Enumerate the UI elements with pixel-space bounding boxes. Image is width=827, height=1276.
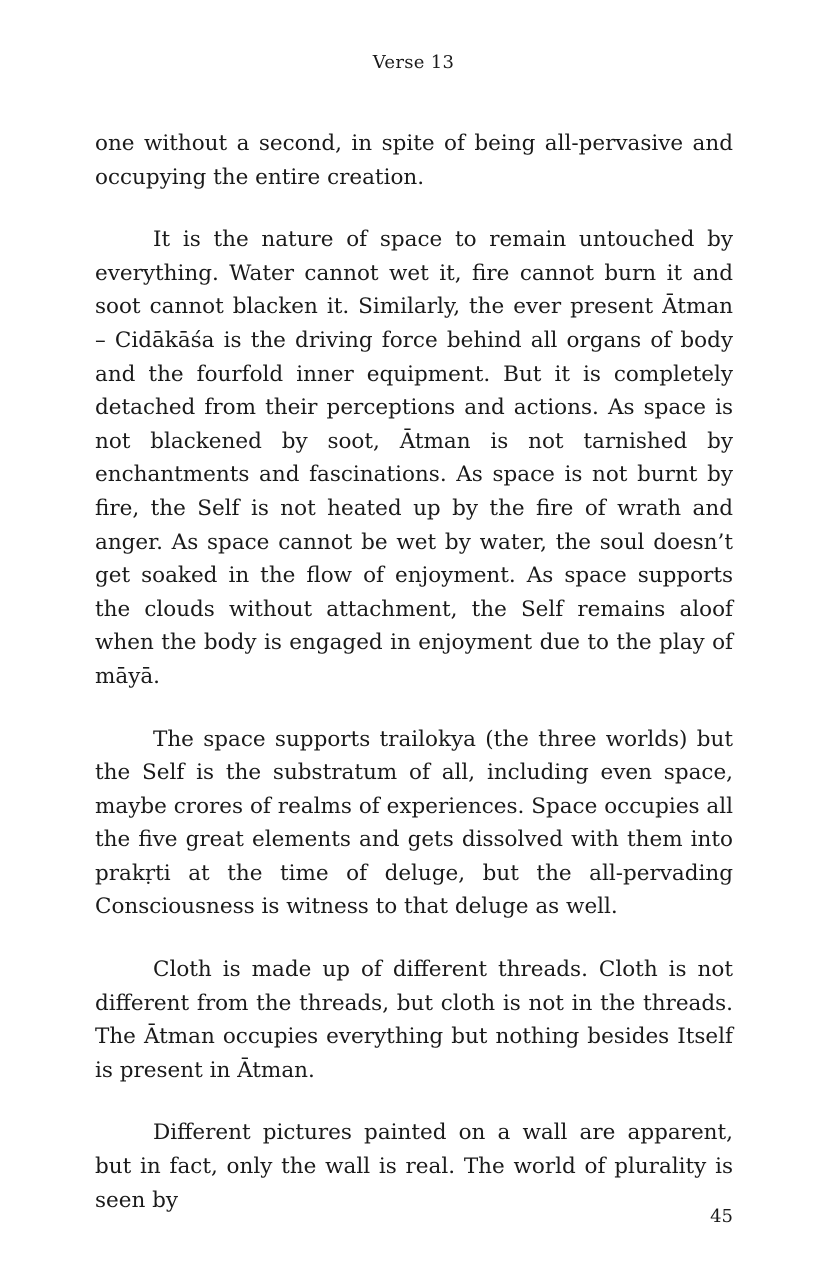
paragraph-continued: one without a second, in spite of being all-pervasive and occupying the entire creation.: [95, 131, 733, 190]
paragraph-wall-pictures: Different pictures painted on a wall are apparent, but in fact, only the wall is real. The world of plurality is seen by: [95, 1120, 733, 1213]
paragraph-cloth-threads: Cloth is made up of different threads. Cloth is not different from the threads, but cloth is not in the threads. The Ātman occupies everything but nothing besides Itself is present in Ātman.: [95, 957, 733, 1083]
page-number: 45: [710, 1206, 733, 1227]
paragraph-trailokya: The space supports trailokya (the three worlds) but the Self is the substratum of all, including even space, maybe crores of realms of experiences. Space occupies all the five great elements and gets dissolved with them into prakṛti at the time of deluge, but the all-pervading Consciousness is witness to that deluge as well.: [95, 726, 733, 920]
running-header: Verse 13: [372, 52, 455, 73]
paragraph-space-untouched: It is the nature of space to remain untouched by everything. Water cannot wet it, fire cannot burn it and soot cannot blacken it. Similarly, the ever present Ātman – Cidākāśa is the driving force behind all organs of body and the fourfold inner equipment. But it is completely detached from their perceptions and actions. As space is not blackened by soot, Ātman is not tarnished by enchantments and fascinations. As space is not burnt by fire, the Self is not heated up by the fire of wrath and anger. As space cannot be wet by water, the soul doesn’t get soaked in the flow of enjoyment. As space supports the clouds without attachment, the Self remains aloof when the body is engaged in enjoyment due to the play of māyā.: [95, 227, 733, 689]
body-text: [95, 127, 733, 1217]
